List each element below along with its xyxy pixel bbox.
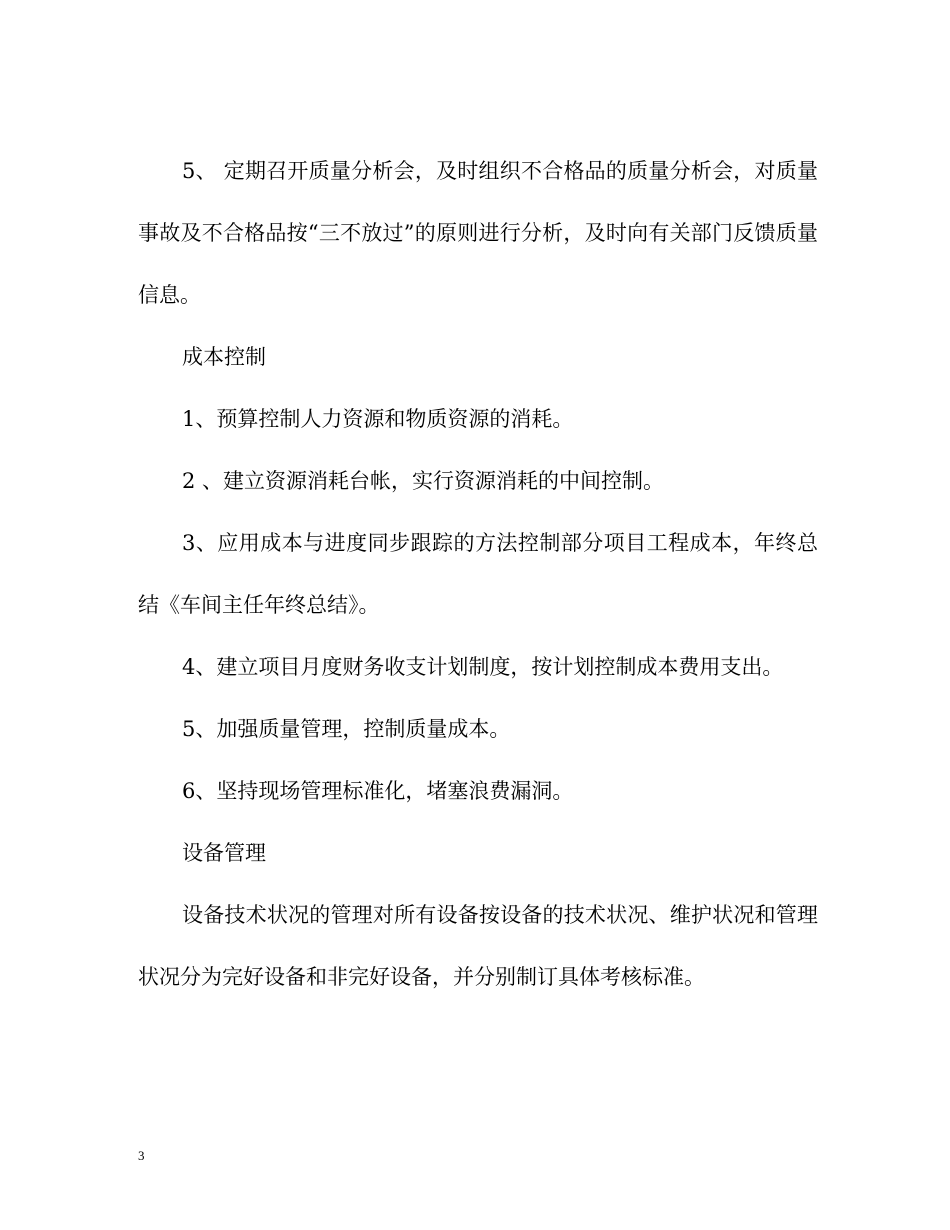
paragraph-cost-2: 2 、建立资源消耗台帐，实行资源消耗的中间控制。 (182, 469, 665, 493)
heading-equipment-management: 设备管理 (182, 841, 266, 865)
paragraph-equipment-status: 设备技术状况的管理对所有设备按设备的技术状况、维护状况和管理状况分为完好设备和非完好设备，并分别制订具体考核标准。 (138, 903, 818, 989)
paragraph-cost-4: 4、建立项目月度财务收支计划制度，按计划控制成本费用支出。 (182, 655, 784, 679)
paragraph-cost-6: 6、坚持现场管理标准化，堵塞浪费漏洞。 (182, 779, 574, 803)
paragraph-quality-analysis: 5、 定期召开质量分析会，及时组织不合格品的质量分析会，对质量事故及不合格品按“三不放过”的原则进行分析，及时向有关部门反馈质量信息。 (138, 159, 818, 307)
paragraph-cost-5: 5、加强质量管理，控制质量成本。 (182, 717, 511, 741)
page-number: 3 (138, 1148, 145, 1163)
paragraph-cost-3: 3、应用成本与进度同步跟踪的方法控制部分项目工程成本，年终总结《车间主任年终总结》。 (138, 531, 818, 617)
paragraph-cost-1: 1、预算控制人力资源和物质资源的消耗。 (182, 407, 574, 431)
heading-cost-control: 成本控制 (182, 345, 266, 369)
document-body (138, 140, 818, 1008)
